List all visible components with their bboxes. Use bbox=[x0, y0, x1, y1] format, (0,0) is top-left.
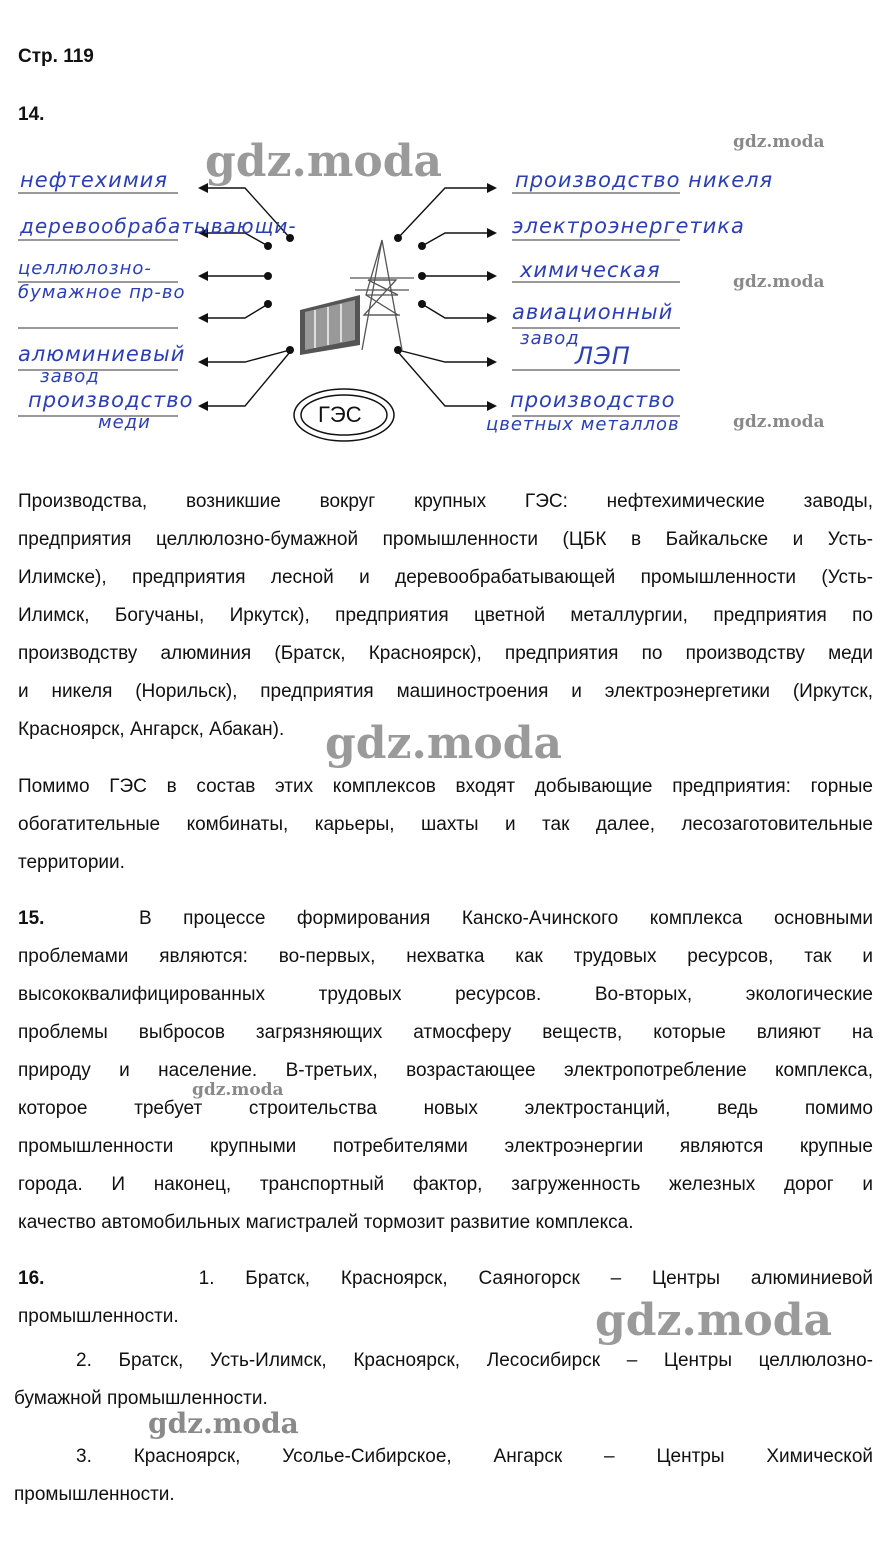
text-line: высококвалифицированных трудовых ресурсов. Во-вторых, экологические bbox=[18, 984, 873, 1005]
answer-right-8: цветных металлов bbox=[486, 414, 680, 435]
text-line: Красноярск, Ангарск, Абакан). bbox=[18, 719, 285, 740]
answer-right-7: производство bbox=[510, 388, 676, 412]
answer-left-1: нефтехимия bbox=[20, 168, 168, 192]
ges-label: ГЭС bbox=[318, 402, 362, 427]
answer-right-1: производство никеля bbox=[515, 168, 774, 192]
text-line: Производства, возникшие вокруг крупных ГЭС: нефтехимические заводы, bbox=[18, 491, 873, 512]
text-line bbox=[18, 1260, 873, 1298]
text-line: В процессе формирования Канско-Ачинского комплекса основными bbox=[138, 908, 873, 929]
answer-right-2: электроэнергетика bbox=[512, 214, 745, 238]
text-line: промышленности. bbox=[18, 1306, 179, 1327]
watermark: gdz.moda bbox=[733, 132, 825, 152]
text-line: промышленности. bbox=[14, 1484, 175, 1505]
text-line: 2. Братск, Усть-Илимск, Красноярск, Лесосибирск – Центры целлюлозно- bbox=[76, 1350, 873, 1371]
text-line: качество автомобильных магистралей тормозит развитие комплекса. bbox=[18, 1212, 634, 1233]
text-line: Илимске), предприятия лесной и деревообрабатывающей промышленности (Усть- bbox=[18, 567, 873, 588]
task-16-item-3 bbox=[14, 1438, 873, 1514]
ges-diagram bbox=[0, 130, 889, 460]
answer-left-2: деревообрабатывающи- bbox=[20, 214, 297, 238]
watermark: gdz.moda bbox=[733, 412, 825, 432]
text-line: Помимо ГЭС в состав этих комплексов входят добывающие предприятия: горные bbox=[18, 776, 873, 797]
page-label: Стр. 119 bbox=[18, 46, 94, 67]
text-line: промышленности крупными потребителями электроэнергии являются крупные bbox=[18, 1136, 873, 1157]
answer-left-8: меди bbox=[98, 412, 151, 433]
answer-right-5: завод bbox=[520, 328, 580, 349]
watermark: gdz.moda bbox=[192, 1080, 284, 1100]
answer-left-5: алюминиевый bbox=[18, 342, 186, 366]
text-line: которое требует строительства новых электростанций, ведь помимо bbox=[18, 1098, 873, 1119]
text-line: предприятия целлюлозно-бумажной промышленности (ЦБК в Байкальске и Усть- bbox=[18, 529, 873, 550]
answer-left-3: целлюлозно- bbox=[18, 258, 152, 279]
text-line: обогатительные комбинаты, карьеры, шахты и так далее, лесозаготовительные bbox=[18, 814, 873, 835]
task-15 bbox=[18, 900, 873, 1242]
text-line: и никеля (Норильск), предприятия машиностроения и электроэнергетики (Иркутск, bbox=[18, 681, 873, 702]
answer-left-4: бумажное пр-во bbox=[18, 282, 186, 303]
answer-right-6: ЛЭП bbox=[575, 342, 631, 370]
text-line: территории. bbox=[18, 852, 125, 873]
text-line: природу и население. В-третьих, возрастающее электропотребление комплекса, bbox=[18, 1060, 873, 1081]
text-line: производству алюминия (Братск, Красноярск), предприятия по производству меди bbox=[18, 643, 873, 664]
watermark: gdz.moda bbox=[595, 1295, 833, 1346]
task-15-number: 15. bbox=[18, 908, 45, 929]
task-16-item-2 bbox=[14, 1342, 873, 1418]
watermark: gdz.moda bbox=[205, 136, 443, 187]
answer-right-4: авиационный bbox=[512, 300, 674, 324]
answer-left-6: завод bbox=[40, 366, 100, 387]
text-line: бумажной промышленности. bbox=[14, 1388, 268, 1409]
watermark: gdz.moda bbox=[733, 272, 825, 292]
text-line: 1. Братск, Красноярск, Саяногорск – Центры алюминиевой bbox=[198, 1268, 873, 1289]
watermark: gdz.moda bbox=[325, 718, 563, 769]
text-line: проблемы выбросов загрязняющих атмосферу веществ, которые влияют на bbox=[18, 1022, 873, 1043]
answer-left-7: производство bbox=[28, 388, 194, 412]
watermark: gdz.moda bbox=[148, 1407, 299, 1440]
text-line: Илимск, Богучаны, Иркутск), предприятия цветной металлургии, предприятия по bbox=[18, 605, 873, 626]
text-line bbox=[18, 900, 873, 938]
text-line: 3. Красноярск, Усолье-Сибирское, Ангарск – Центры Химической bbox=[76, 1446, 873, 1467]
text-line: города. И наконец, транспортный фактор, загруженность железных дорог и bbox=[18, 1174, 873, 1195]
task-14-number: 14. bbox=[18, 104, 45, 125]
task-14-paragraph-2 bbox=[18, 768, 873, 882]
task-14-paragraph-1 bbox=[18, 483, 873, 749]
answer-right-3: химическая bbox=[520, 258, 661, 282]
task-16-number: 16. bbox=[18, 1268, 45, 1289]
text-line: проблемами являются: во-первых, нехватка как трудовых ресурсов, так и bbox=[18, 946, 873, 967]
